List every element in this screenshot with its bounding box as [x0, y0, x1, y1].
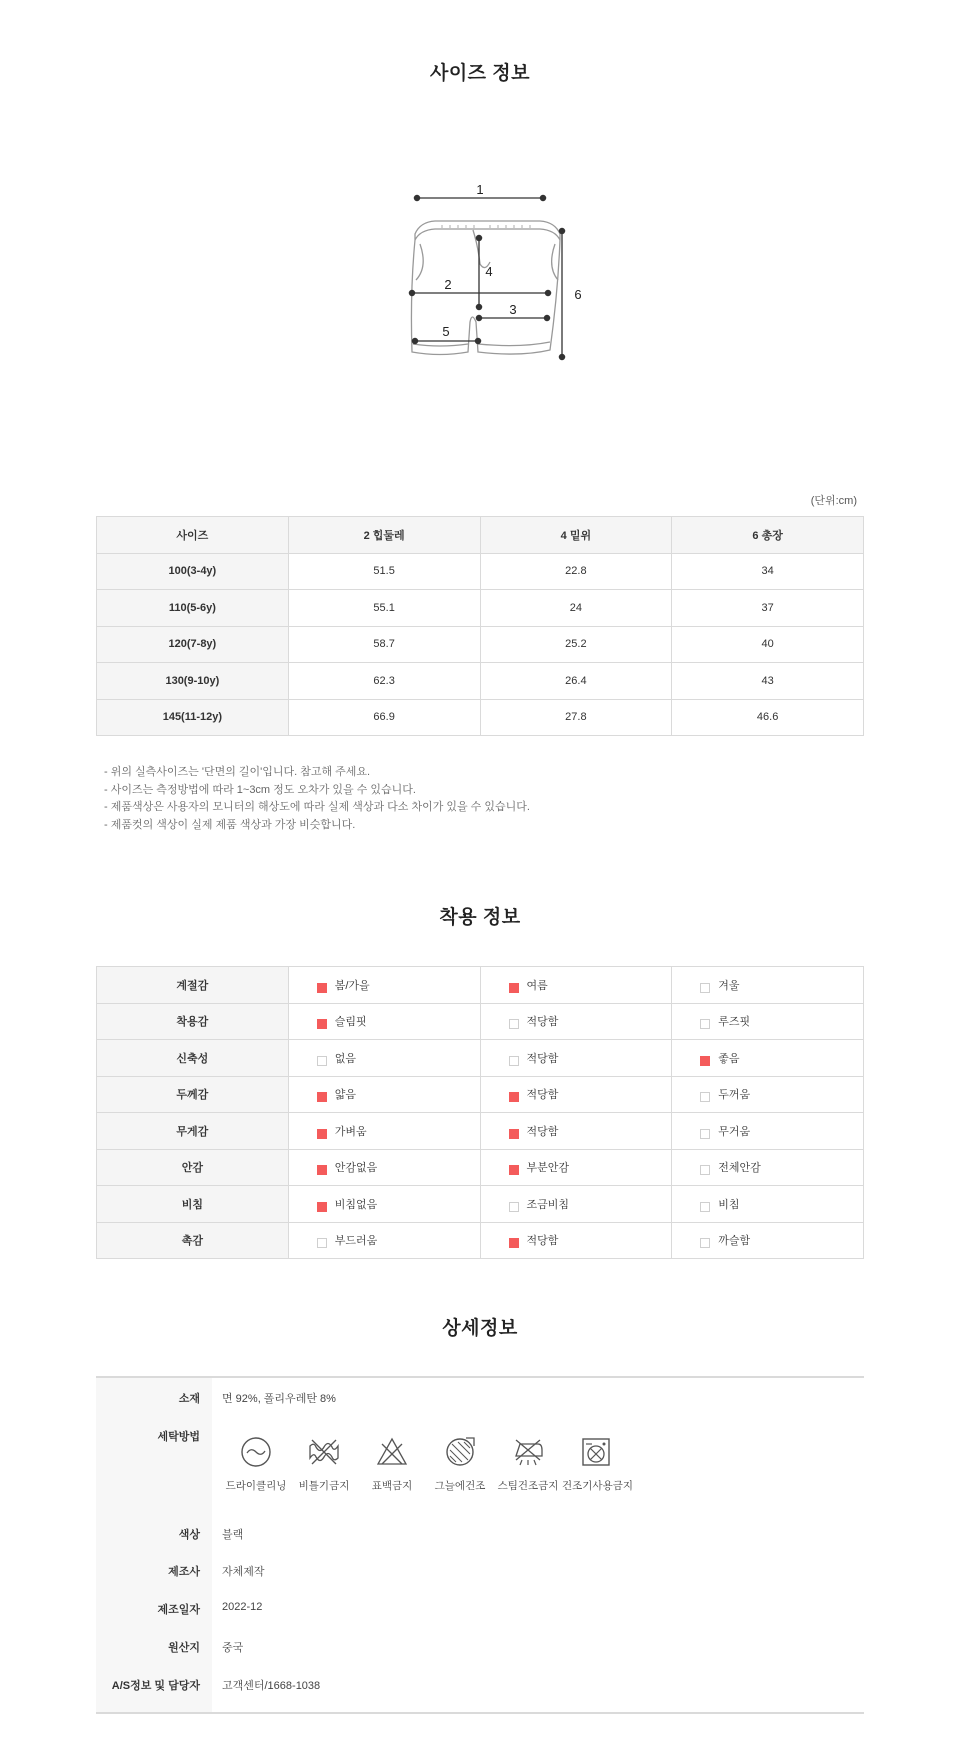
fit-option — [672, 1186, 864, 1223]
fit-option-label: 비침없음 — [334, 1198, 378, 1211]
fit-row-label: 두께감 — [97, 1076, 289, 1113]
fit-option — [288, 1222, 480, 1259]
length-cell: 46.6 — [672, 699, 864, 736]
header-rise: 4 밑위 — [480, 517, 672, 554]
fit-option — [672, 1149, 864, 1186]
fit-section-title: 착용 정보 — [439, 907, 521, 928]
unchecked-box-icon — [700, 1202, 710, 1212]
fit-option — [672, 1040, 864, 1077]
hip-cell: 58.7 — [288, 626, 480, 663]
fit-option — [480, 967, 672, 1004]
no-tumble-dry-icon — [578, 1434, 614, 1470]
material-label: 소재 — [178, 1393, 200, 1405]
date-label: 제조일자 — [157, 1604, 200, 1616]
material-value: 면 92%, 폴리우레탄 8% — [222, 1393, 336, 1405]
fit-row-label: 신축성 — [97, 1040, 289, 1077]
unchecked-box-icon — [509, 1202, 519, 1212]
checked-box-icon — [509, 1238, 519, 1248]
wash-label: 그늘에건조 — [434, 1480, 486, 1492]
fit-option-label: 봄/가을 — [334, 979, 370, 992]
rise-cell: 25.2 — [480, 626, 672, 663]
as-label: A/S정보 및 담당자 — [111, 1680, 200, 1692]
checked-box-icon — [509, 1165, 519, 1175]
size-cell: 145(11-12y) — [97, 699, 289, 736]
wash-label: 스팀건조금지 — [497, 1480, 559, 1492]
wash-item-dry-clean — [222, 1434, 290, 1493]
wash-item-shade-dry — [426, 1434, 494, 1493]
fit-option-label: 안감없음 — [334, 1162, 378, 1175]
size-cell: 100(3-4y) — [97, 553, 289, 590]
wash-item-no-wring — [290, 1434, 358, 1493]
rise-cell: 22.8 — [480, 553, 672, 590]
table-row — [97, 699, 864, 736]
hip-cell: 55.1 — [288, 590, 480, 627]
fit-option-label: 슬림핏 — [334, 1016, 367, 1029]
hip-cell: 62.3 — [288, 663, 480, 700]
shorts-diagram-svg — [390, 172, 590, 372]
fit-option — [480, 1076, 672, 1113]
unchecked-box-icon — [700, 1238, 710, 1248]
table-row — [97, 1222, 864, 1259]
washing-label: 세탁방법 — [157, 1431, 200, 1443]
wash-label: 드라이클리닝 — [225, 1480, 287, 1492]
detail-section-title: 상세정보 — [442, 1318, 518, 1339]
no-bleach-icon — [374, 1434, 410, 1470]
size-cell: 130(9-10y) — [97, 663, 289, 700]
checked-box-icon — [317, 1092, 327, 1102]
note-line: - 사이즈는 측정방법에 따라 1~3cm 정도 오차가 있을 수 있습니다. — [104, 783, 416, 796]
as-value: 고객센터/1668-1038 — [222, 1680, 321, 1692]
diagram-label-4: 4 — [485, 264, 493, 279]
table-row — [97, 1113, 864, 1150]
checked-box-icon — [509, 1129, 519, 1139]
fit-option — [480, 1149, 672, 1186]
checked-box-icon — [317, 1202, 327, 1212]
hip-cell: 66.9 — [288, 699, 480, 736]
fit-option — [480, 1222, 672, 1259]
fit-option — [672, 967, 864, 1004]
checked-box-icon — [509, 983, 519, 993]
fit-option — [672, 1113, 864, 1150]
fit-row-label: 계절감 — [97, 967, 289, 1004]
size-table-header — [97, 517, 864, 554]
header-length: 6 총장 — [672, 517, 864, 554]
wash-label: 비틀기금지 — [298, 1480, 350, 1492]
fit-option — [288, 967, 480, 1004]
fit-option — [288, 1149, 480, 1186]
fit-row-label: 착용감 — [97, 1003, 289, 1040]
origin-value: 중국 — [222, 1642, 244, 1654]
note-line: - 제품색상은 사용자의 모니터의 해상도에 따라 실제 색상과 다소 차이가 있을 수 있습니다. — [104, 801, 530, 813]
fit-option-label: 무거움 — [718, 1125, 751, 1138]
fit-option-label: 가벼움 — [334, 1125, 367, 1138]
table-row — [97, 1003, 864, 1040]
fit-option-label: 겨울 — [718, 979, 740, 992]
color-label: 색상 — [178, 1529, 200, 1541]
checked-box-icon — [317, 1019, 327, 1029]
length-cell: 34 — [672, 553, 864, 590]
size-cell: 110(5-6y) — [97, 590, 289, 627]
fit-option-label: 비침 — [718, 1198, 740, 1211]
origin-label: 원산지 — [168, 1642, 200, 1654]
checked-box-icon — [509, 1092, 519, 1102]
unchecked-box-icon — [700, 1165, 710, 1175]
washing-icons — [222, 1434, 682, 1514]
fit-option-label: 루즈핏 — [718, 1016, 751, 1029]
fit-option — [480, 1186, 672, 1223]
maker-label: 제조사 — [168, 1566, 200, 1578]
checked-box-icon — [317, 1165, 327, 1175]
table-row — [97, 1040, 864, 1077]
no-steam-icon — [510, 1434, 546, 1470]
unchecked-box-icon — [700, 1129, 710, 1139]
diagram-label-1: 1 — [476, 182, 484, 197]
rise-cell: 26.4 — [480, 663, 672, 700]
fit-option-label: 전체안감 — [718, 1162, 761, 1175]
unchecked-box-icon — [509, 1056, 519, 1066]
fit-option — [288, 1186, 480, 1223]
fit-option-label: 두꺼움 — [718, 1089, 751, 1102]
unchecked-box-icon — [509, 1019, 519, 1029]
table-row — [97, 663, 864, 700]
fit-option — [288, 1040, 480, 1077]
header-size: 사이즈 — [97, 517, 289, 554]
hip-cell: 51.5 — [288, 553, 480, 590]
checked-box-icon — [317, 983, 327, 993]
fit-option — [672, 1003, 864, 1040]
table-row — [97, 1149, 864, 1186]
wash-item-no-tumble-dry — [562, 1434, 634, 1493]
diagram-label-6: 6 — [574, 287, 582, 302]
unchecked-box-icon — [700, 983, 710, 993]
unchecked-box-icon — [700, 1019, 710, 1029]
diagram-label-3: 3 — [509, 302, 517, 317]
diagram-label-5: 5 — [442, 324, 450, 339]
fit-option — [480, 1003, 672, 1040]
table-row — [97, 1186, 864, 1223]
fit-option-label: 까슬함 — [718, 1235, 751, 1248]
fit-option — [480, 1040, 672, 1077]
size-notes — [104, 764, 530, 834]
size-table — [96, 516, 864, 736]
fit-option-label: 적당함 — [526, 1125, 559, 1138]
fit-option — [288, 1076, 480, 1113]
fit-option-label: 적당함 — [526, 1052, 559, 1065]
wash-label: 건조기사용금지 — [562, 1480, 634, 1492]
unchecked-box-icon — [317, 1056, 327, 1066]
maker-value: 자체제작 — [222, 1566, 265, 1578]
fit-option-label: 부드러움 — [334, 1235, 378, 1248]
fit-row-label: 촉감 — [97, 1222, 289, 1259]
fit-row-label: 안감 — [97, 1149, 289, 1186]
shorts-size-diagram — [390, 172, 590, 372]
fit-option-label: 조금비침 — [526, 1198, 570, 1211]
date-value: 2022-12 — [222, 1601, 263, 1613]
color-value: 블랙 — [222, 1529, 244, 1541]
length-cell: 40 — [672, 626, 864, 663]
checked-box-icon — [317, 1129, 327, 1139]
checked-box-icon — [700, 1056, 710, 1066]
fit-option — [288, 1113, 480, 1150]
no-wring-icon — [306, 1434, 342, 1470]
size-cell: 120(7-8y) — [97, 626, 289, 663]
note-line: - 제품컷의 색상이 실제 제품 색상과 가장 비슷합니다. — [104, 818, 356, 831]
fit-option — [480, 1113, 672, 1150]
rise-cell: 27.8 — [480, 699, 672, 736]
header-hip: 2 힙둘레 — [288, 517, 480, 554]
fit-row-label: 비침 — [97, 1186, 289, 1223]
unchecked-box-icon — [317, 1238, 327, 1248]
unchecked-box-icon — [700, 1092, 710, 1102]
fit-option-label: 적당함 — [526, 1016, 559, 1029]
wash-item-no-steam — [494, 1434, 562, 1493]
fit-option-label: 얇음 — [334, 1089, 357, 1102]
unit-note: (단위:cm) — [810, 495, 857, 507]
fit-option-label: 적당함 — [526, 1089, 559, 1102]
detail-info-box — [96, 1376, 864, 1714]
fit-option-label: 여름 — [526, 979, 548, 992]
diagram-label-2: 2 — [444, 277, 452, 292]
table-row — [97, 626, 864, 663]
shade-dry-icon — [442, 1434, 478, 1470]
fit-table — [96, 966, 864, 1259]
fit-option — [288, 1003, 480, 1040]
fit-option-label: 없음 — [334, 1052, 357, 1065]
fit-option-label: 좋음 — [718, 1052, 740, 1065]
fit-option — [672, 1222, 864, 1259]
fit-option — [672, 1076, 864, 1113]
length-cell: 37 — [672, 590, 864, 627]
fit-option-label: 부분안감 — [526, 1162, 570, 1175]
wash-item-no-bleach — [358, 1434, 426, 1493]
fit-option-label: 적당함 — [526, 1235, 559, 1248]
table-row — [97, 967, 864, 1004]
table-row — [97, 590, 864, 627]
rise-cell: 24 — [480, 590, 672, 627]
size-section-title: 사이즈 정보 — [429, 63, 531, 84]
table-row — [97, 553, 864, 590]
note-line: - 위의 실측사이즈는 '단면의 길이'입니다. 참고해 주세요. — [104, 766, 371, 778]
wash-label: 표백금지 — [371, 1480, 413, 1492]
fit-row-label: 무게감 — [97, 1113, 289, 1150]
length-cell: 43 — [672, 663, 864, 700]
dry-clean-icon — [238, 1434, 274, 1470]
table-row — [97, 1076, 864, 1113]
